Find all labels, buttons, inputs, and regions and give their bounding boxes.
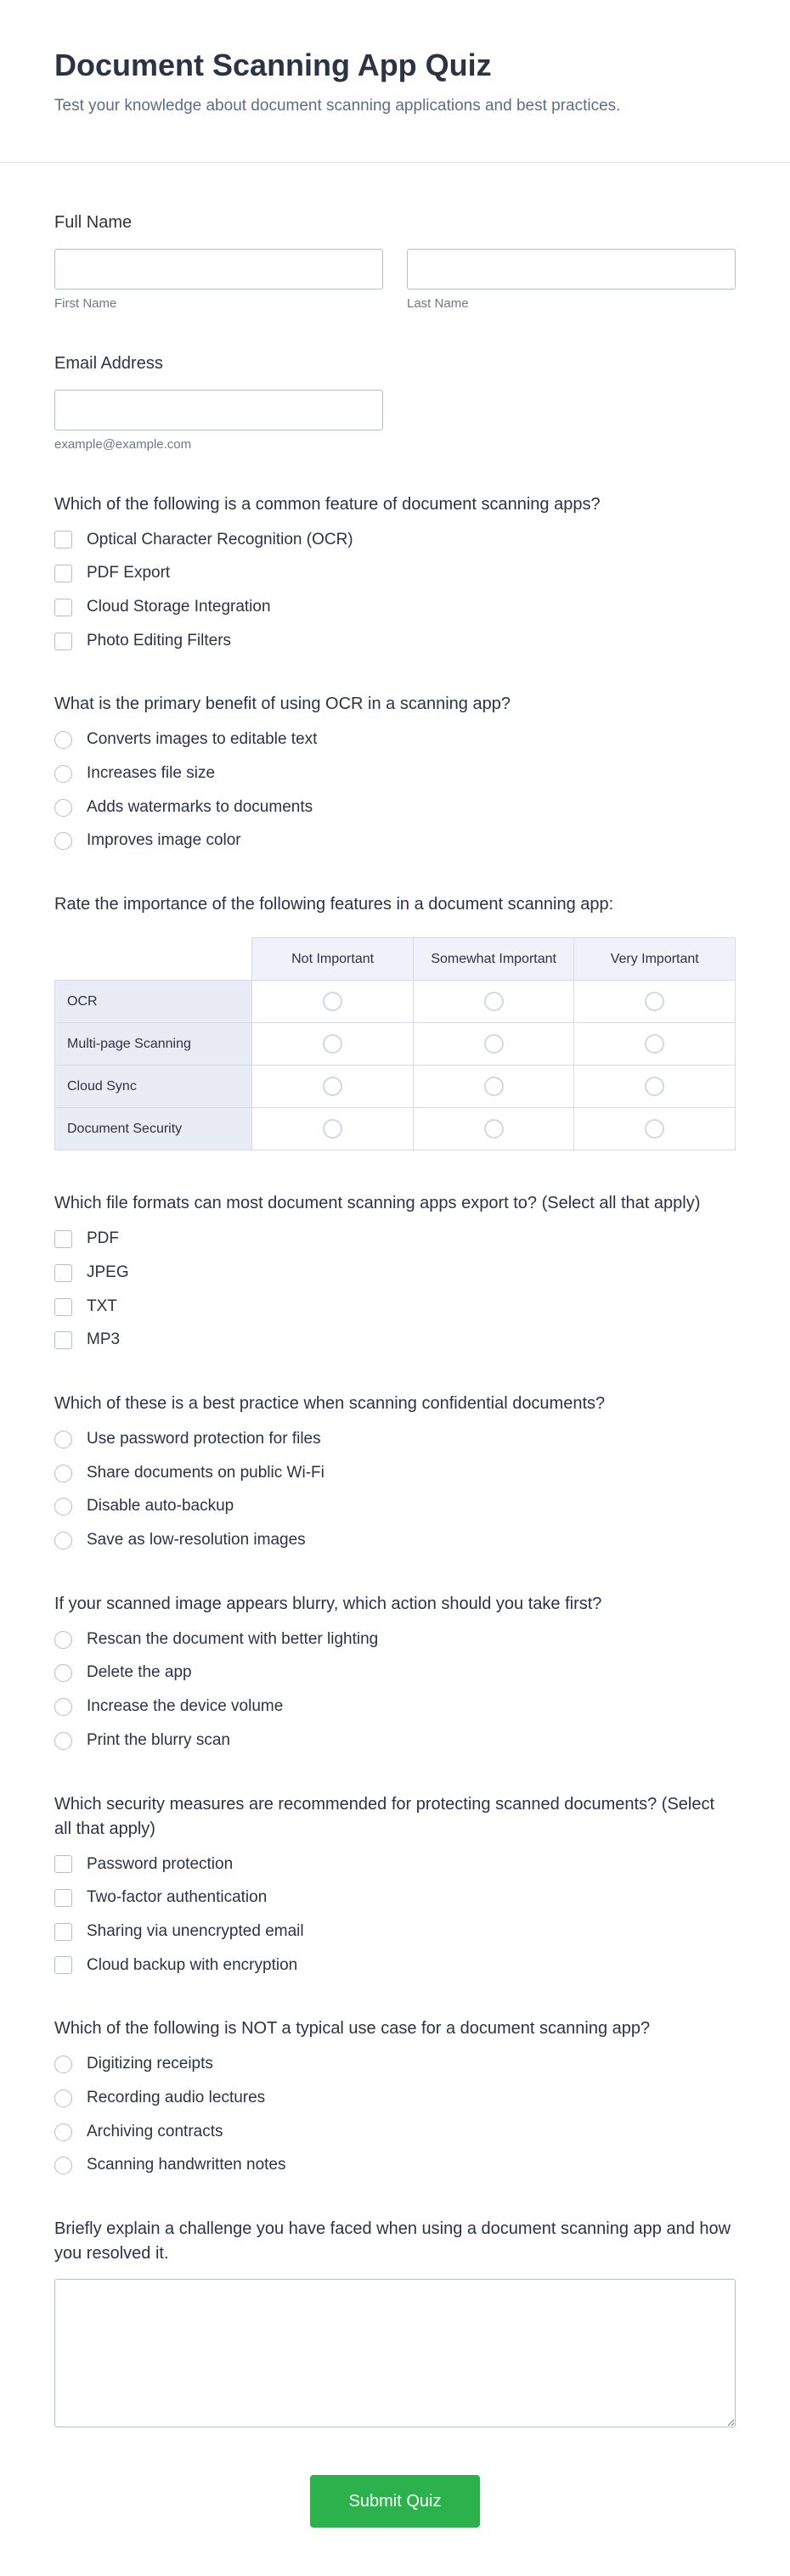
question-challenge — [54, 2217, 736, 2427]
option-label: Optical Character Recognition (OCR) — [87, 530, 353, 548]
radio-icon[interactable] — [645, 1034, 664, 1054]
checkbox-option[interactable] — [54, 1955, 736, 1977]
first-name-column — [54, 249, 383, 311]
radio-icon[interactable] — [54, 765, 72, 783]
checkbox-option[interactable] — [54, 563, 736, 584]
question-label: Which file formats can most document scanning apps export to? (Select all that apply) — [54, 1194, 701, 1213]
question-not-use-case — [54, 2016, 736, 2176]
option-label: Use password protection for files — [87, 1430, 321, 1448]
checkbox-option[interactable] — [54, 1330, 736, 1351]
radio-icon[interactable] — [54, 1732, 72, 1750]
option-label: Increase the device volume — [87, 1697, 284, 1716]
radio-icon[interactable] — [54, 1532, 72, 1550]
checkbox-option[interactable] — [54, 631, 736, 652]
last-name-column — [407, 249, 736, 311]
options-group — [54, 1229, 736, 1351]
question-label: Which of the following is a common feature of document scanning apps? — [54, 494, 601, 514]
checkbox-icon[interactable] — [54, 1889, 72, 1907]
checkbox-icon[interactable] — [54, 1230, 72, 1248]
option-label: Save as low-resolution images — [87, 1531, 306, 1550]
matrix-row-label: OCR — [55, 981, 252, 1023]
question-email — [54, 352, 736, 452]
question-common-features — [54, 492, 736, 652]
question-label: What is the primary benefit of using OCR in a scanning app? — [54, 695, 511, 714]
checkbox-option[interactable] — [54, 1296, 736, 1318]
option-label: Rescan the document with better lighting — [87, 1629, 379, 1648]
matrix-radio-cell[interactable] — [413, 1023, 574, 1066]
checkbox-icon[interactable] — [54, 531, 72, 548]
email-label: Email Address — [54, 353, 163, 373]
checkbox-icon[interactable] — [54, 1855, 72, 1873]
option-label: Converts images to editable text — [87, 730, 318, 749]
question-confidential-best-practice — [54, 1392, 736, 1551]
radio-icon[interactable] — [484, 1077, 504, 1096]
question-export-formats — [54, 1191, 736, 1351]
radio-option[interactable] — [54, 1662, 736, 1684]
radio-option[interactable] — [54, 2054, 736, 2075]
option-label: TXT — [87, 1296, 117, 1315]
question-label: Which security measures are recommended for protecting scanned documents? (Select all that apply) — [54, 1794, 715, 1838]
question-ocr-benefit — [54, 692, 736, 852]
checkbox-icon[interactable] — [54, 1298, 72, 1316]
option-label: Improves image color — [87, 831, 241, 850]
option-label: Digitizing receipts — [87, 2055, 213, 2073]
checkbox-icon[interactable] — [54, 1331, 72, 1349]
checkbox-option[interactable] — [54, 1263, 736, 1284]
radio-icon[interactable] — [484, 1119, 504, 1139]
radio-option[interactable] — [54, 1463, 736, 1484]
name-inputs-row — [54, 249, 736, 311]
matrix-radio-cell[interactable] — [252, 981, 414, 1023]
form-title: Document Scanning App Quiz — [54, 48, 492, 82]
matrix-row — [55, 981, 736, 1023]
question-blurry-action — [54, 1592, 736, 1752]
first-name-sublabel: First Name — [54, 295, 117, 311]
radio-option[interactable] — [54, 2122, 736, 2143]
question-label: Which of these is a best practice when scanning confidential documents? — [54, 1394, 606, 1414]
radio-icon[interactable] — [323, 1119, 342, 1139]
submit-button[interactable]: Submit Quiz — [310, 2475, 481, 2528]
option-label: Cloud Storage Integration — [87, 597, 271, 616]
checkbox-option[interactable] — [54, 597, 736, 618]
radio-option[interactable] — [54, 830, 736, 852]
radio-icon[interactable] — [54, 2056, 72, 2073]
form-subtitle: Test your knowledge about document scanning applications and best practices. — [54, 97, 621, 115]
matrix-row-label: Multi-page Scanning — [55, 1023, 252, 1066]
radio-icon[interactable] — [645, 1077, 664, 1096]
radio-option[interactable] — [54, 1730, 736, 1752]
last-name-sublabel: Last Name — [407, 295, 469, 311]
option-label: Adds watermarks to documents — [87, 797, 313, 816]
radio-icon[interactable] — [54, 2123, 72, 2141]
question-label: Briefly explain a challenge you have faced when using a document scanning app and how you resolved it. — [54, 2219, 731, 2264]
checkbox-icon[interactable] — [54, 1923, 72, 1941]
option-label: MP3 — [87, 1330, 121, 1349]
radio-icon[interactable] — [645, 992, 664, 1011]
question-label: Which of the following is NOT a typical use case for a document scanning app? — [54, 2019, 651, 2039]
question-feature-importance-matrix — [54, 892, 736, 1150]
options-group — [54, 2054, 736, 2176]
radio-option[interactable] — [54, 763, 736, 785]
radio-icon[interactable] — [323, 1034, 342, 1054]
full-name-label: Full Name — [54, 212, 133, 232]
radio-icon[interactable] — [54, 1698, 72, 1716]
email-input[interactable] — [54, 390, 383, 430]
checkbox-icon[interactable] — [54, 1264, 72, 1282]
checkbox-option[interactable] — [54, 1229, 736, 1250]
option-label: Recording audio lectures — [87, 2088, 266, 2106]
checkbox-icon[interactable] — [54, 633, 72, 650]
matrix-column-header: Somewhat Important — [413, 938, 574, 981]
submit-row — [54, 2475, 736, 2573]
radio-icon[interactable] — [484, 992, 504, 1011]
matrix-radio-cell[interactable] — [413, 981, 574, 1023]
form-header — [0, 0, 790, 118]
options-group — [54, 1429, 736, 1551]
radio-icon[interactable] — [484, 1034, 504, 1054]
matrix-column-header: Very Important — [574, 938, 736, 981]
options-group — [54, 530, 736, 652]
last-name-input[interactable] — [407, 249, 736, 290]
question-label: Rate the importance of the following features in a document scanning app: — [54, 895, 614, 914]
form-body — [0, 163, 790, 2573]
checkbox-icon[interactable] — [54, 1956, 72, 1974]
checkbox-option[interactable] — [54, 530, 736, 551]
option-label: Two-factor authentication — [87, 1888, 268, 1907]
first-name-input[interactable] — [54, 249, 383, 290]
challenge-textarea[interactable] — [54, 2279, 736, 2427]
radio-icon[interactable] — [54, 1431, 72, 1448]
matrix-radio-cell[interactable] — [252, 1108, 414, 1150]
option-label: Disable auto-backup — [87, 1497, 234, 1516]
radio-icon[interactable] — [323, 1077, 342, 1096]
option-label: Print the blurry scan — [87, 1730, 230, 1749]
matrix-column-header: Not Important — [252, 938, 414, 981]
question-label: If your scanned image appears blurry, which action should you take first? — [54, 1594, 602, 1613]
matrix-row — [55, 1108, 736, 1150]
options-group — [54, 1854, 736, 1977]
option-label: Sharing via unencrypted email — [87, 1921, 304, 1940]
option-label: Share documents on public Wi-Fi — [87, 1463, 324, 1482]
matrix-radio-cell[interactable] — [574, 1108, 736, 1150]
option-label: Delete the app — [87, 1663, 192, 1682]
checkbox-icon[interactable] — [54, 565, 72, 582]
checkbox-option[interactable] — [54, 1854, 736, 1876]
radio-option[interactable] — [54, 2155, 736, 2176]
radio-icon[interactable] — [54, 799, 72, 817]
checkbox-option[interactable] — [54, 1921, 736, 1943]
matrix-radio-cell[interactable] — [574, 1066, 736, 1108]
checkbox-icon[interactable] — [54, 599, 72, 616]
radio-option[interactable] — [54, 797, 736, 818]
radio-icon[interactable] — [323, 992, 342, 1011]
email-sublabel: example@example.com — [54, 436, 192, 452]
matrix-row — [55, 1023, 736, 1066]
radio-icon[interactable] — [54, 731, 72, 749]
option-label: PDF — [87, 1229, 119, 1248]
radio-option[interactable] — [54, 1429, 736, 1450]
option-label: Photo Editing Filters — [87, 631, 232, 650]
importance-matrix-table — [54, 937, 736, 1150]
radio-icon[interactable] — [54, 2089, 72, 2107]
matrix-corner-cell — [55, 938, 252, 981]
option-label: PDF Export — [87, 564, 171, 582]
radio-icon[interactable] — [54, 2157, 72, 2174]
option-label: Scanning handwritten notes — [87, 2156, 286, 2174]
question-full-name — [54, 211, 736, 311]
radio-option[interactable] — [54, 1530, 736, 1551]
radio-option[interactable] — [54, 729, 736, 751]
option-label: Cloud backup with encryption — [87, 1955, 298, 1974]
radio-icon[interactable] — [54, 1631, 72, 1649]
matrix-radio-cell[interactable] — [252, 1066, 414, 1108]
matrix-header-row — [55, 938, 736, 981]
options-group — [54, 1629, 736, 1752]
option-label: JPEG — [87, 1263, 129, 1281]
radio-icon[interactable] — [54, 1664, 72, 1682]
radio-option[interactable] — [54, 2088, 736, 2109]
matrix-row — [55, 1066, 736, 1108]
matrix-row-label: Document Security — [55, 1108, 252, 1150]
matrix-radio-cell[interactable] — [413, 1108, 574, 1150]
radio-icon[interactable] — [54, 1465, 72, 1482]
matrix-radio-cell[interactable] — [574, 981, 736, 1023]
matrix-radio-cell[interactable] — [574, 1023, 736, 1066]
matrix-radio-cell[interactable] — [252, 1023, 414, 1066]
option-label: Increases file size — [87, 764, 216, 783]
options-group — [54, 729, 736, 852]
email-column — [54, 390, 383, 452]
matrix-radio-cell[interactable] — [413, 1066, 574, 1108]
checkbox-option[interactable] — [54, 1887, 736, 1909]
radio-option[interactable] — [54, 1696, 736, 1718]
option-label: Password protection — [87, 1854, 234, 1873]
radio-icon[interactable] — [54, 832, 72, 850]
radio-icon[interactable] — [54, 1498, 72, 1516]
radio-option[interactable] — [54, 1629, 736, 1651]
question-security-measures — [54, 1792, 736, 1977]
option-label: Archiving contracts — [87, 2122, 223, 2140]
radio-option[interactable] — [54, 1496, 736, 1517]
matrix-row-label: Cloud Sync — [55, 1066, 252, 1108]
radio-icon[interactable] — [645, 1119, 664, 1139]
